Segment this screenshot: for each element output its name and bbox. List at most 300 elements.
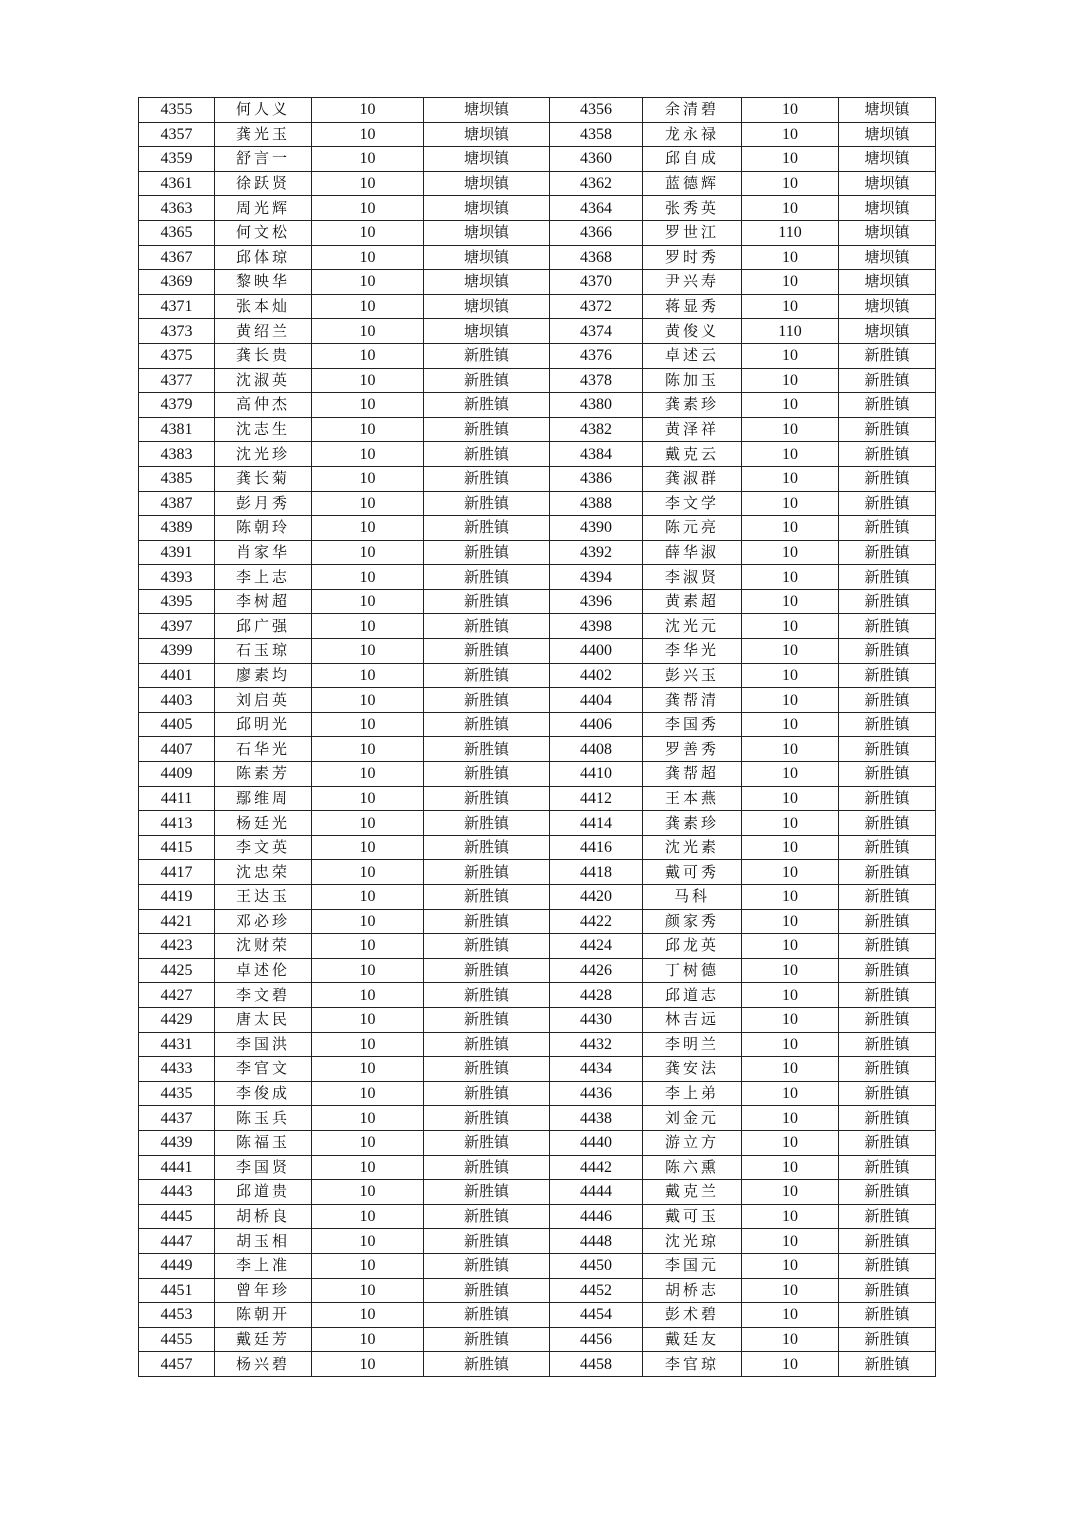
town-cell: 新胜镇	[424, 1130, 550, 1155]
town-cell: 新胜镇	[839, 1327, 936, 1352]
serial-number-cell: 4456	[550, 1327, 643, 1352]
amount-cell: 10	[312, 1303, 424, 1328]
serial-number-cell: 4397	[139, 614, 215, 639]
amount-cell: 10	[742, 1327, 839, 1352]
table-row	[139, 885, 936, 910]
town-cell: 新胜镇	[424, 1229, 550, 1254]
amount-cell: 10	[742, 614, 839, 639]
name-cell: 胡桥良	[215, 1204, 312, 1229]
serial-number-cell: 4375	[139, 343, 215, 368]
town-cell: 塘坝镇	[424, 270, 550, 295]
serial-number-cell: 4366	[550, 220, 643, 245]
name-cell: 邱龙英	[643, 934, 742, 959]
amount-cell: 10	[742, 688, 839, 713]
amount-cell: 10	[742, 1007, 839, 1032]
serial-number-cell: 4365	[139, 220, 215, 245]
town-cell: 新胜镇	[839, 393, 936, 418]
town-cell: 新胜镇	[424, 811, 550, 836]
serial-number-cell: 4451	[139, 1278, 215, 1303]
table-row	[139, 909, 936, 934]
name-cell: 陈福玉	[215, 1130, 312, 1155]
table-row	[139, 1081, 936, 1106]
town-cell: 新胜镇	[424, 983, 550, 1008]
serial-number-cell: 4431	[139, 1032, 215, 1057]
town-cell: 塘坝镇	[424, 220, 550, 245]
amount-cell: 10	[742, 958, 839, 983]
town-cell: 新胜镇	[424, 688, 550, 713]
name-cell: 卓述伦	[215, 958, 312, 983]
town-cell: 塘坝镇	[839, 245, 936, 270]
table-row	[139, 589, 936, 614]
serial-number-cell: 4448	[550, 1229, 643, 1254]
amount-cell: 10	[742, 762, 839, 787]
serial-number-cell: 4423	[139, 934, 215, 959]
town-cell: 新胜镇	[424, 343, 550, 368]
amount-cell: 10	[312, 147, 424, 172]
name-cell: 邱道志	[643, 983, 742, 1008]
name-cell: 唐太民	[215, 1007, 312, 1032]
name-cell: 李国元	[643, 1253, 742, 1278]
table-row	[139, 983, 936, 1008]
name-cell: 李上准	[215, 1253, 312, 1278]
table-row	[139, 835, 936, 860]
serial-number-cell: 4392	[550, 540, 643, 565]
serial-number-cell: 4442	[550, 1155, 643, 1180]
serial-number-cell: 4386	[550, 466, 643, 491]
name-cell: 王本燕	[643, 786, 742, 811]
amount-cell: 10	[742, 466, 839, 491]
name-cell: 尹兴寿	[643, 270, 742, 295]
serial-number-cell: 4427	[139, 983, 215, 1008]
name-cell: 龚光玉	[215, 122, 312, 147]
serial-number-cell: 4439	[139, 1130, 215, 1155]
name-cell: 陈六熏	[643, 1155, 742, 1180]
name-cell: 彭月秀	[215, 491, 312, 516]
serial-number-cell: 4445	[139, 1204, 215, 1229]
amount-cell: 10	[742, 712, 839, 737]
serial-number-cell: 4450	[550, 1253, 643, 1278]
recipient-table	[138, 97, 936, 1377]
name-cell: 廖素均	[215, 663, 312, 688]
name-cell: 黄素超	[643, 589, 742, 614]
serial-number-cell: 4454	[550, 1303, 643, 1328]
name-cell: 肖家华	[215, 540, 312, 565]
amount-cell: 10	[312, 1032, 424, 1057]
amount-cell: 10	[312, 1081, 424, 1106]
name-cell: 彭术碧	[643, 1303, 742, 1328]
serial-number-cell: 4452	[550, 1278, 643, 1303]
name-cell: 曾年珍	[215, 1278, 312, 1303]
amount-cell: 10	[312, 1229, 424, 1254]
town-cell: 新胜镇	[839, 958, 936, 983]
town-cell: 新胜镇	[839, 885, 936, 910]
serial-number-cell: 4387	[139, 491, 215, 516]
name-cell: 沈淑英	[215, 368, 312, 393]
name-cell: 罗时秀	[643, 245, 742, 270]
amount-cell: 10	[742, 1032, 839, 1057]
amount-cell: 10	[312, 688, 424, 713]
town-cell: 新胜镇	[839, 565, 936, 590]
town-cell: 新胜镇	[424, 1032, 550, 1057]
table-row	[139, 614, 936, 639]
town-cell: 新胜镇	[839, 1081, 936, 1106]
amount-cell: 10	[312, 540, 424, 565]
serial-number-cell: 4416	[550, 835, 643, 860]
town-cell: 塘坝镇	[424, 147, 550, 172]
town-cell: 新胜镇	[424, 712, 550, 737]
amount-cell: 10	[742, 1081, 839, 1106]
name-cell: 李官文	[215, 1057, 312, 1082]
town-cell: 新胜镇	[424, 1253, 550, 1278]
town-cell: 塘坝镇	[424, 245, 550, 270]
name-cell: 马科	[643, 885, 742, 910]
amount-cell: 10	[312, 466, 424, 491]
town-cell: 新胜镇	[839, 614, 936, 639]
town-cell: 新胜镇	[839, 1155, 936, 1180]
serial-number-cell: 4401	[139, 663, 215, 688]
amount-cell: 10	[312, 1253, 424, 1278]
amount-cell: 10	[312, 1327, 424, 1352]
serial-number-cell: 4362	[550, 171, 643, 196]
table-row	[139, 220, 936, 245]
name-cell: 陈朝玲	[215, 516, 312, 541]
amount-cell: 10	[742, 98, 839, 123]
name-cell: 卓述云	[643, 343, 742, 368]
table-row	[139, 1278, 936, 1303]
amount-cell: 10	[312, 885, 424, 910]
serial-number-cell: 4378	[550, 368, 643, 393]
amount-cell: 10	[742, 417, 839, 442]
town-cell: 新胜镇	[424, 1352, 550, 1377]
town-cell: 新胜镇	[839, 835, 936, 860]
amount-cell: 10	[312, 663, 424, 688]
serial-number-cell: 4367	[139, 245, 215, 270]
serial-number-cell: 4438	[550, 1106, 643, 1131]
town-cell: 新胜镇	[424, 909, 550, 934]
name-cell: 李国洪	[215, 1032, 312, 1057]
serial-number-cell: 4435	[139, 1081, 215, 1106]
table-row	[139, 196, 936, 221]
name-cell: 陈素芳	[215, 762, 312, 787]
name-cell: 石华光	[215, 737, 312, 762]
table-row	[139, 1057, 936, 1082]
name-cell: 李文碧	[215, 983, 312, 1008]
serial-number-cell: 4408	[550, 737, 643, 762]
table-row	[139, 1032, 936, 1057]
town-cell: 塘坝镇	[424, 196, 550, 221]
amount-cell: 10	[742, 811, 839, 836]
amount-cell: 10	[312, 270, 424, 295]
table-row	[139, 491, 936, 516]
town-cell: 新胜镇	[839, 688, 936, 713]
amount-cell: 10	[742, 196, 839, 221]
serial-number-cell: 4422	[550, 909, 643, 934]
town-cell: 新胜镇	[424, 1081, 550, 1106]
table-row	[139, 712, 936, 737]
amount-cell: 10	[742, 540, 839, 565]
serial-number-cell: 4415	[139, 835, 215, 860]
name-cell: 沈财荣	[215, 934, 312, 959]
serial-number-cell: 4429	[139, 1007, 215, 1032]
serial-number-cell: 4370	[550, 270, 643, 295]
town-cell: 新胜镇	[839, 860, 936, 885]
name-cell: 游立方	[643, 1130, 742, 1155]
town-cell: 新胜镇	[839, 1352, 936, 1377]
serial-number-cell: 4361	[139, 171, 215, 196]
name-cell: 李官琼	[643, 1352, 742, 1377]
amount-cell: 10	[742, 737, 839, 762]
town-cell: 新胜镇	[424, 393, 550, 418]
serial-number-cell: 4413	[139, 811, 215, 836]
name-cell: 罗善秀	[643, 737, 742, 762]
serial-number-cell: 4363	[139, 196, 215, 221]
serial-number-cell: 4356	[550, 98, 643, 123]
town-cell: 新胜镇	[839, 1253, 936, 1278]
serial-number-cell: 4381	[139, 417, 215, 442]
table-row	[139, 737, 936, 762]
town-cell: 塘坝镇	[839, 270, 936, 295]
town-cell: 新胜镇	[424, 885, 550, 910]
serial-number-cell: 4394	[550, 565, 643, 590]
amount-cell: 10	[742, 368, 839, 393]
table-row	[139, 663, 936, 688]
amount-cell: 10	[312, 417, 424, 442]
name-cell: 王达玉	[215, 885, 312, 910]
amount-cell: 10	[742, 786, 839, 811]
amount-cell: 10	[312, 614, 424, 639]
table-row	[139, 934, 936, 959]
town-cell: 塘坝镇	[839, 171, 936, 196]
town-cell: 塘坝镇	[839, 147, 936, 172]
amount-cell: 10	[742, 171, 839, 196]
table-row	[139, 245, 936, 270]
serial-number-cell: 4420	[550, 885, 643, 910]
amount-cell: 10	[312, 712, 424, 737]
name-cell: 戴克兰	[643, 1180, 742, 1205]
town-cell: 新胜镇	[839, 1130, 936, 1155]
table-row	[139, 639, 936, 664]
amount-cell: 10	[742, 393, 839, 418]
serial-number-cell: 4395	[139, 589, 215, 614]
amount-cell: 10	[742, 860, 839, 885]
name-cell: 杨兴碧	[215, 1352, 312, 1377]
town-cell: 新胜镇	[839, 737, 936, 762]
amount-cell: 10	[742, 270, 839, 295]
name-cell: 黄俊义	[643, 319, 742, 344]
table-row	[139, 343, 936, 368]
table-row	[139, 1253, 936, 1278]
serial-number-cell: 4410	[550, 762, 643, 787]
name-cell: 胡玉相	[215, 1229, 312, 1254]
serial-number-cell: 4385	[139, 466, 215, 491]
town-cell: 新胜镇	[839, 1032, 936, 1057]
amount-cell: 10	[742, 835, 839, 860]
town-cell: 塘坝镇	[839, 98, 936, 123]
town-cell: 新胜镇	[424, 1303, 550, 1328]
table-row	[139, 98, 936, 123]
amount-cell: 10	[312, 1130, 424, 1155]
serial-number-cell: 4412	[550, 786, 643, 811]
name-cell: 陈元亮	[643, 516, 742, 541]
town-cell: 新胜镇	[424, 1278, 550, 1303]
name-cell: 彭兴玉	[643, 663, 742, 688]
town-cell: 新胜镇	[424, 565, 550, 590]
table-row	[139, 1106, 936, 1131]
amount-cell: 10	[742, 663, 839, 688]
town-cell: 新胜镇	[424, 368, 550, 393]
serial-number-cell: 4447	[139, 1229, 215, 1254]
name-cell: 龚长贵	[215, 343, 312, 368]
amount-cell: 10	[742, 1352, 839, 1377]
name-cell: 罗世江	[643, 220, 742, 245]
town-cell: 新胜镇	[424, 639, 550, 664]
serial-number-cell: 4360	[550, 147, 643, 172]
town-cell: 新胜镇	[839, 663, 936, 688]
town-cell: 新胜镇	[839, 811, 936, 836]
name-cell: 舒言一	[215, 147, 312, 172]
amount-cell: 10	[742, 1253, 839, 1278]
town-cell: 新胜镇	[839, 909, 936, 934]
amount-cell: 10	[312, 245, 424, 270]
name-cell: 黄泽祥	[643, 417, 742, 442]
table-row	[139, 811, 936, 836]
amount-cell: 10	[312, 835, 424, 860]
amount-cell: 10	[312, 98, 424, 123]
serial-number-cell: 4409	[139, 762, 215, 787]
serial-number-cell: 4458	[550, 1352, 643, 1377]
amount-cell: 10	[742, 589, 839, 614]
amount-cell: 10	[312, 294, 424, 319]
town-cell: 新胜镇	[424, 958, 550, 983]
town-cell: 新胜镇	[424, 417, 550, 442]
town-cell: 塘坝镇	[424, 122, 550, 147]
table-row	[139, 1303, 936, 1328]
amount-cell: 10	[312, 368, 424, 393]
amount-cell: 10	[312, 983, 424, 1008]
amount-cell: 10	[742, 909, 839, 934]
town-cell: 新胜镇	[839, 417, 936, 442]
amount-cell: 10	[312, 860, 424, 885]
town-cell: 塘坝镇	[839, 220, 936, 245]
table-row	[139, 466, 936, 491]
amount-cell: 10	[742, 1180, 839, 1205]
table-row	[139, 319, 936, 344]
amount-cell: 10	[312, 811, 424, 836]
amount-cell: 10	[312, 442, 424, 467]
table-row	[139, 688, 936, 713]
table-row	[139, 368, 936, 393]
serial-number-cell: 4358	[550, 122, 643, 147]
amount-cell: 10	[742, 1106, 839, 1131]
town-cell: 新胜镇	[839, 1106, 936, 1131]
name-cell: 薛华淑	[643, 540, 742, 565]
amount-cell: 10	[312, 319, 424, 344]
town-cell: 新胜镇	[839, 1057, 936, 1082]
town-cell: 新胜镇	[839, 934, 936, 959]
serial-number-cell: 4443	[139, 1180, 215, 1205]
serial-number-cell: 4379	[139, 393, 215, 418]
table-row	[139, 417, 936, 442]
serial-number-cell: 4371	[139, 294, 215, 319]
name-cell: 邱广强	[215, 614, 312, 639]
town-cell: 新胜镇	[424, 1204, 550, 1229]
town-cell: 新胜镇	[424, 1180, 550, 1205]
name-cell: 邱明光	[215, 712, 312, 737]
amount-cell: 10	[312, 1180, 424, 1205]
serial-number-cell: 4440	[550, 1130, 643, 1155]
amount-cell: 10	[742, 1057, 839, 1082]
name-cell: 李明兰	[643, 1032, 742, 1057]
serial-number-cell: 4425	[139, 958, 215, 983]
name-cell: 沈忠荣	[215, 860, 312, 885]
name-cell: 李淑贤	[643, 565, 742, 590]
amount-cell: 10	[312, 343, 424, 368]
name-cell: 龚帮清	[643, 688, 742, 713]
amount-cell: 10	[742, 245, 839, 270]
town-cell: 新胜镇	[839, 639, 936, 664]
amount-cell: 10	[312, 1278, 424, 1303]
table-row	[139, 393, 936, 418]
serial-number-cell: 4389	[139, 516, 215, 541]
amount-cell: 10	[312, 393, 424, 418]
table-row	[139, 1204, 936, 1229]
amount-cell: 10	[312, 196, 424, 221]
town-cell: 新胜镇	[424, 737, 550, 762]
name-cell: 沈志生	[215, 417, 312, 442]
amount-cell: 10	[742, 294, 839, 319]
name-cell: 何文松	[215, 220, 312, 245]
town-cell: 塘坝镇	[424, 98, 550, 123]
serial-number-cell: 4403	[139, 688, 215, 713]
serial-number-cell: 4428	[550, 983, 643, 1008]
amount-cell: 10	[742, 934, 839, 959]
serial-number-cell: 4393	[139, 565, 215, 590]
amount-cell: 10	[742, 1155, 839, 1180]
serial-number-cell: 4441	[139, 1155, 215, 1180]
amount-cell: 10	[312, 762, 424, 787]
name-cell: 李俊成	[215, 1081, 312, 1106]
town-cell: 新胜镇	[424, 1106, 550, 1131]
name-cell: 黄绍兰	[215, 319, 312, 344]
name-cell: 余清碧	[643, 98, 742, 123]
town-cell: 新胜镇	[424, 1155, 550, 1180]
town-cell: 新胜镇	[424, 614, 550, 639]
table-body	[139, 98, 936, 1377]
serial-number-cell: 4414	[550, 811, 643, 836]
serial-number-cell: 4446	[550, 1204, 643, 1229]
name-cell: 龚长菊	[215, 466, 312, 491]
town-cell: 新胜镇	[424, 491, 550, 516]
town-cell: 新胜镇	[839, 983, 936, 1008]
name-cell: 龚帮超	[643, 762, 742, 787]
serial-number-cell: 4384	[550, 442, 643, 467]
town-cell: 新胜镇	[839, 762, 936, 787]
town-cell: 新胜镇	[424, 762, 550, 787]
name-cell: 陈加玉	[643, 368, 742, 393]
amount-cell: 10	[742, 1278, 839, 1303]
serial-number-cell: 4388	[550, 491, 643, 516]
town-cell: 新胜镇	[424, 1057, 550, 1082]
table-row	[139, 442, 936, 467]
table-row	[139, 122, 936, 147]
amount-cell: 10	[312, 565, 424, 590]
serial-number-cell: 4453	[139, 1303, 215, 1328]
name-cell: 戴克云	[643, 442, 742, 467]
name-cell: 张本灿	[215, 294, 312, 319]
table-row	[139, 270, 936, 295]
name-cell: 周光辉	[215, 196, 312, 221]
serial-number-cell: 4383	[139, 442, 215, 467]
